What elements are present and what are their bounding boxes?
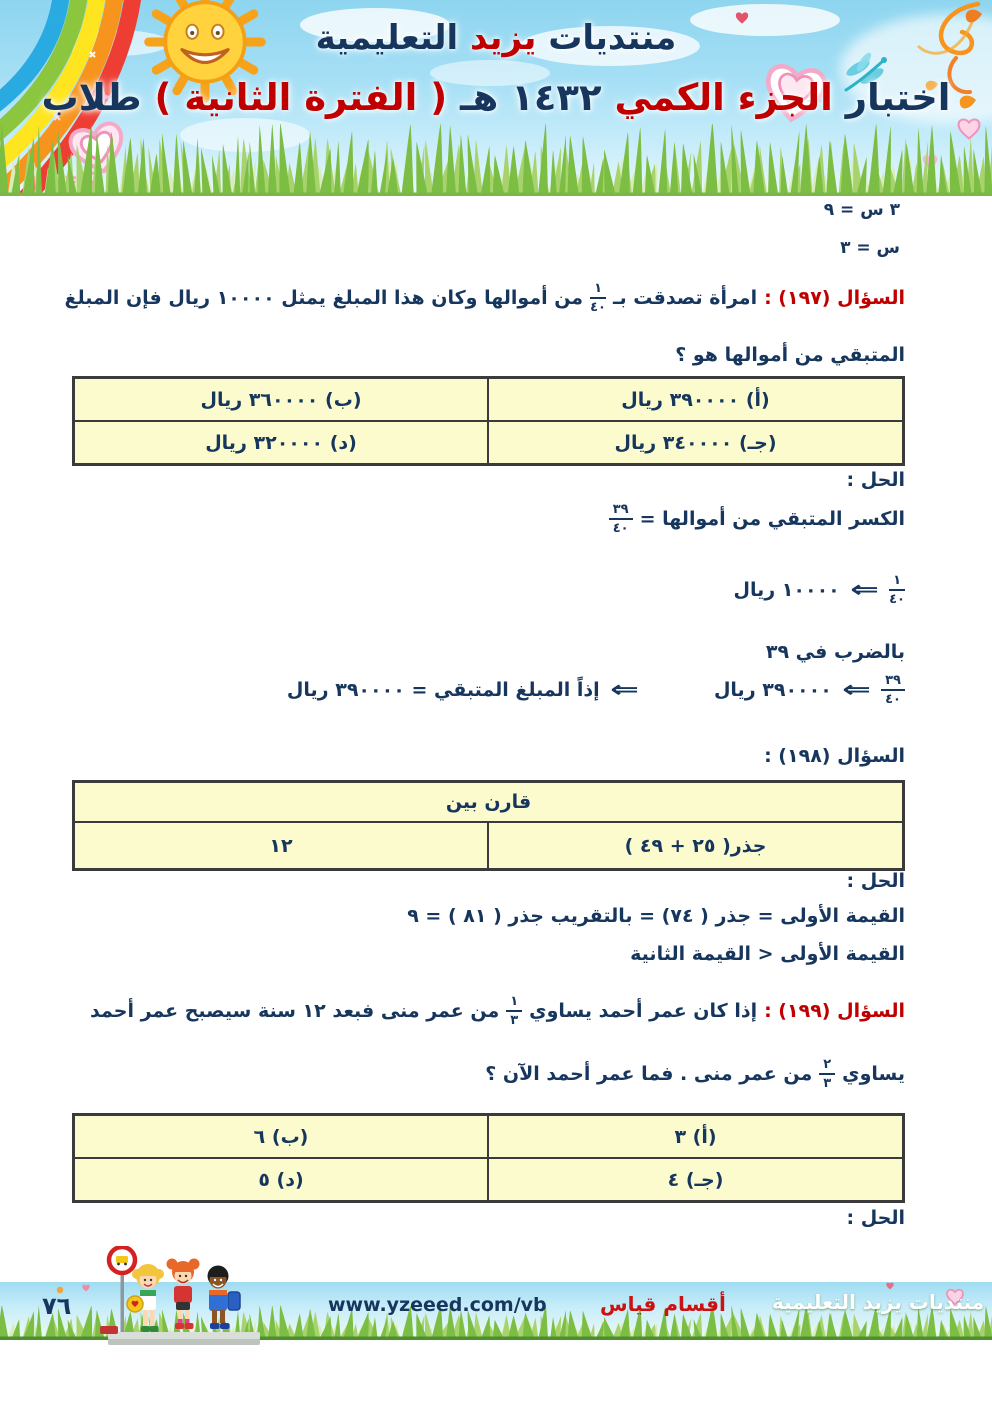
child-figure <box>167 1259 200 1330</box>
exam-title-part: اختبار <box>832 76 951 119</box>
question-199-line1 <box>90 995 905 1027</box>
question-label: السؤال (١٩٧) : <box>764 287 905 309</box>
answer-table-197 <box>72 376 905 466</box>
fraction <box>889 574 905 606</box>
solution-198-line1: القيمة الأولى = جذر ( ٧٤) = بالتقريب جذر ( ٨١ ) = ٩ <box>407 905 905 927</box>
solution-label: الحل : <box>846 870 905 892</box>
question-text: امرأة تصدقت بـ <box>613 287 758 309</box>
compare-table-header: قارن بين <box>74 782 903 822</box>
fraction <box>590 282 606 314</box>
site-title-part: منتديات <box>536 18 677 58</box>
site-title <box>0 18 992 58</box>
question-text: من عمر منى فبعد ١٢ سنة سيصبح عمر أحمد <box>90 1000 500 1022</box>
solution-text: إذاً المبلغ المتبقي = ٣٩٠٠٠٠ ريال <box>286 679 600 701</box>
exam-title-part: ( الفترة الثانية ) <box>154 76 448 119</box>
fraction <box>819 1058 835 1090</box>
child-figure <box>127 1264 164 1332</box>
header-banner <box>0 0 992 196</box>
grass-icon <box>0 124 992 196</box>
implies-arrow-icon: ⇐ <box>609 677 639 703</box>
exam-title-part: الجزء الكمي <box>601 76 833 119</box>
solution-197-line1 <box>609 503 905 535</box>
fraction-numerator: ٢ <box>819 1058 835 1075</box>
equation-line: س = ٣ <box>840 238 900 258</box>
solution-label: الحل : <box>846 1207 905 1229</box>
option-c: (جـ) ٣٤٠٠٠٠ ريال <box>488 421 903 464</box>
option-c: (جـ) ٤ <box>488 1158 903 1201</box>
question-197-line1 <box>64 282 905 314</box>
fraction-numerator: ١ <box>506 995 522 1012</box>
footer-section-label: أقسام قياس <box>600 1292 726 1316</box>
exam-title <box>0 76 992 119</box>
solution-label: الحل : <box>846 469 905 491</box>
solution-197-line2 <box>733 574 905 606</box>
fraction-denominator: ٤٠ <box>612 521 629 536</box>
solution-text: ٣٩٠٠٠٠ ريال <box>713 679 832 701</box>
fraction-numerator: ١ <box>590 282 606 299</box>
question-199-line2 <box>485 1058 905 1090</box>
equation-line: ٣ س = ٩ <box>823 200 900 220</box>
question-text: يساوي <box>842 1063 905 1085</box>
implies-arrow-icon: ⇐ <box>842 677 871 703</box>
footer-url: www.yzeeed.com/vb <box>328 1294 547 1316</box>
option-a: (أ) ٣ <box>488 1115 903 1158</box>
exam-title-part: طلاب <box>41 76 155 119</box>
site-title-part: التعليمية <box>315 18 471 58</box>
compare-table-198 <box>72 780 905 871</box>
compare-value-2: ١٢ <box>74 822 488 869</box>
fraction-denominator: ٤٠ <box>889 592 905 607</box>
fraction-numerator: ٣٩ <box>881 674 905 691</box>
fraction <box>609 503 633 535</box>
question-text: إذا كان عمر أحمد يساوي <box>529 1000 758 1022</box>
fraction-denominator: ٤٠ <box>885 692 901 707</box>
option-d: (د) ٣٢٠٠٠٠ ريال <box>74 421 488 464</box>
compare-value-1: جذر( ٢٥ + ٤٩ ) <box>488 822 903 869</box>
site-title-highlight: يزيد <box>470 18 537 58</box>
bus-stop-sign-icon <box>109 1247 135 1336</box>
child-figure <box>208 1266 241 1330</box>
question-197-line2: المتبقي من أموالها هو ؟ <box>675 344 905 366</box>
fraction <box>881 674 905 706</box>
heart-icon <box>80 1282 92 1294</box>
solution-text: الكسر المتبقي من أموالها = <box>639 508 905 530</box>
children-illustration <box>100 1246 270 1348</box>
footer-site-name: منتديات يزيد التعليمية <box>772 1290 985 1314</box>
solution-197-line4 <box>287 674 905 706</box>
fraction <box>506 995 522 1027</box>
implies-arrow-icon: ⇐ <box>849 577 879 603</box>
fraction-denominator: ٣ <box>823 1076 832 1091</box>
fraction-numerator: ١ <box>889 574 905 591</box>
option-b: (ب) ٣٦٠٠٠٠ ريال <box>74 378 488 421</box>
solution-198-line2: القيمة الأولى < القيمة الثانية <box>630 943 905 965</box>
fraction-denominator: ٣ <box>510 1013 519 1028</box>
option-d: (د) ٥ <box>74 1158 488 1201</box>
question-text: من أموالها وكان هذا المبلغ يمثل ١٠٠٠٠ ريال فإن المبلغ <box>64 287 584 309</box>
question-label: السؤال (١٩٩) : <box>764 1000 905 1022</box>
question-text: من عمر منى . فما عمر أحمد الآن ؟ <box>485 1063 813 1085</box>
answer-table-199 <box>72 1113 905 1203</box>
solution-197-line3: بالضرب في ٣٩ <box>765 641 905 663</box>
fraction-numerator: ٣٩ <box>609 503 633 520</box>
page-number: ٧٦ <box>42 1292 72 1320</box>
option-a: (أ) ٣٩٠٠٠٠ ريال <box>488 378 903 421</box>
option-b: (ب) ٦ <box>74 1115 488 1158</box>
question-198-label: السؤال (١٩٨) : <box>764 745 905 767</box>
exam-title-part: ١٤٣٢ هـ <box>447 76 602 119</box>
fraction-denominator: ٤٠ <box>590 300 606 315</box>
solution-text: ١٠٠٠٠ ريال <box>733 579 840 601</box>
